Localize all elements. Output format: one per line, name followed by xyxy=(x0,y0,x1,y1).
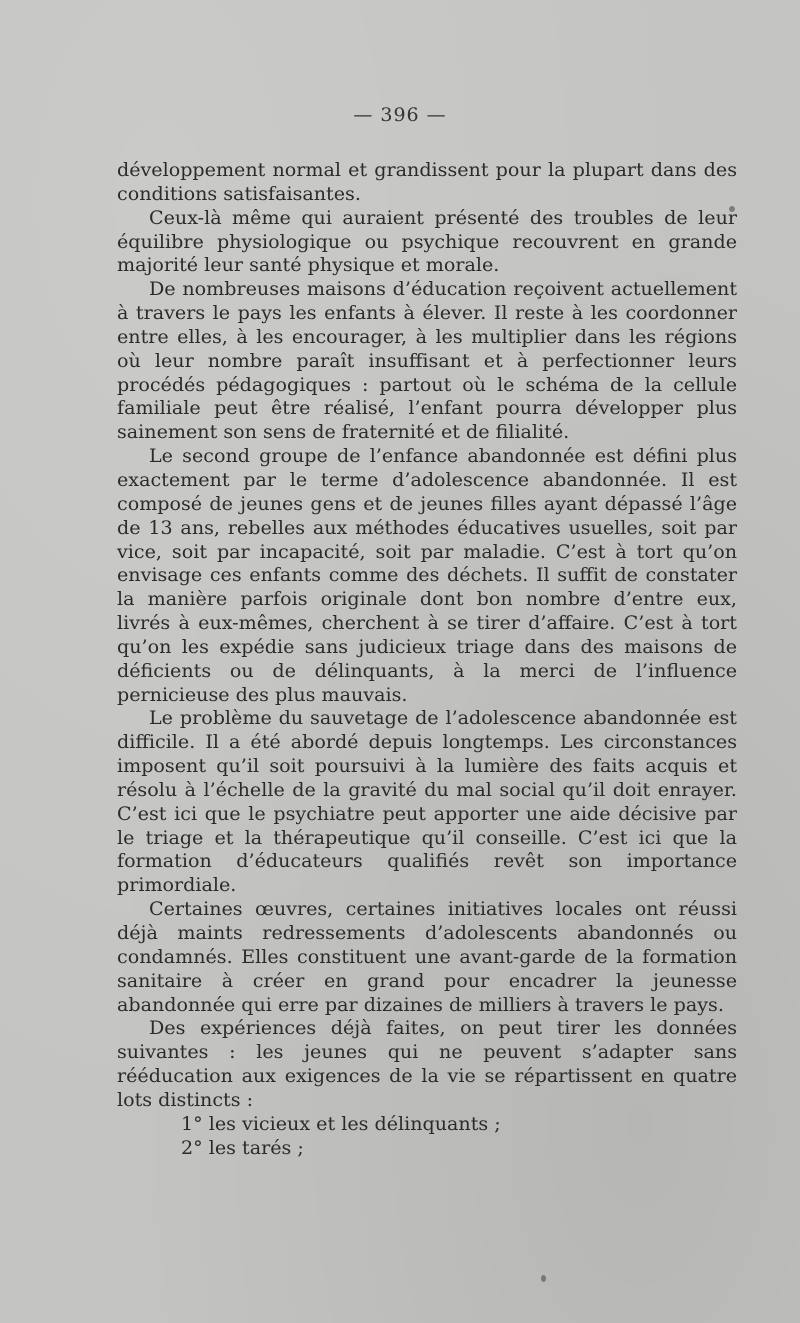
paragraph: Le problème du sauvetage de l’adolescence abandonnée est difficile. Il a été abordé depuis longtemps. Les circonstances imposent qu’il soit poursuivi à la lumière des faits acquis et résolu à l’échelle de la gravité du mal social qu’il doit enrayer. C’est ici que le psychiatre peut apporter une aide décisive par le triage et la thérapeutique qu’il conseille. C’est ici que la formation d’éducateurs qualifiés revêt son importance primordiale. xyxy=(117,706,737,897)
body-text xyxy=(117,158,737,1159)
paragraph: Le second groupe de l’enfance abandonnée est défini plus exactement par le terme d’adolescence abandonnée. Il est composé de jeunes gens et de jeunes filles ayant dépassé l’âge de 13 ans, rebelles aux méthodes éducatives usuelles, soit par vice, soit par incapacité, soit par maladie. C’est à tort qu’on envisage ces enfants comme des déchets. Il suffit de constater la manière parfois originale dont bon nombre d’entre eux, livrés à eux-mêmes, cherchent à se tirer d’affaire. C’est à tort qu’on les expédie sans judicieux triage dans des maisons de déficients ou de délinquants, à la merci de l’influence pernicieuse des plus mauvais. xyxy=(117,444,737,706)
ink-speck xyxy=(729,206,735,212)
paragraph: Ceux-là même qui auraient présenté des troubles de leur équilibre physiologique ou psychique recouvrent en grande majorité leur santé physique et morale. xyxy=(117,205,737,277)
list-item: 1° les vicieux et les délinquants ; xyxy=(181,1111,501,1135)
page-number: — 396 — xyxy=(353,104,447,126)
ink-speck xyxy=(541,1275,546,1282)
paragraph: Certaines œuvres, certaines initiatives locales ont réussi déjà maints redressements d’adolescents abandonnés ou condamnés. Elles constituent une avant-garde de la formation sanitaire à créer en grand pour encadrer la jeunesse abandonnée qui erre par dizaines de milliers à travers le pays. xyxy=(117,897,737,1016)
list-item: 2° les tarés ; xyxy=(181,1135,304,1159)
paragraph: Des expériences déjà faites, on peut tirer les données suivantes : les jeunes qui ne peuvent s’adapter sans rééducation aux exigences de la vie se répartissent en quatre lots distincts : xyxy=(117,1016,737,1111)
paragraph: développement normal et grandissent pour la plupart dans des conditions satisfaisantes. xyxy=(117,158,737,205)
paragraph: De nombreuses maisons d’éducation reçoivent actuellement à travers le pays les enfants à élever. Il reste à les coordonner entre elles, à les encourager, à les multiplier dans les régions où leur nombre paraît insuffisant et à perfectionner leurs procédés pédagogiques : partout où le schéma de la cellule familiale peut être réalisé, l’enfant pourra développer plus sainement son sens de fraternité et de filialité. xyxy=(117,277,737,444)
